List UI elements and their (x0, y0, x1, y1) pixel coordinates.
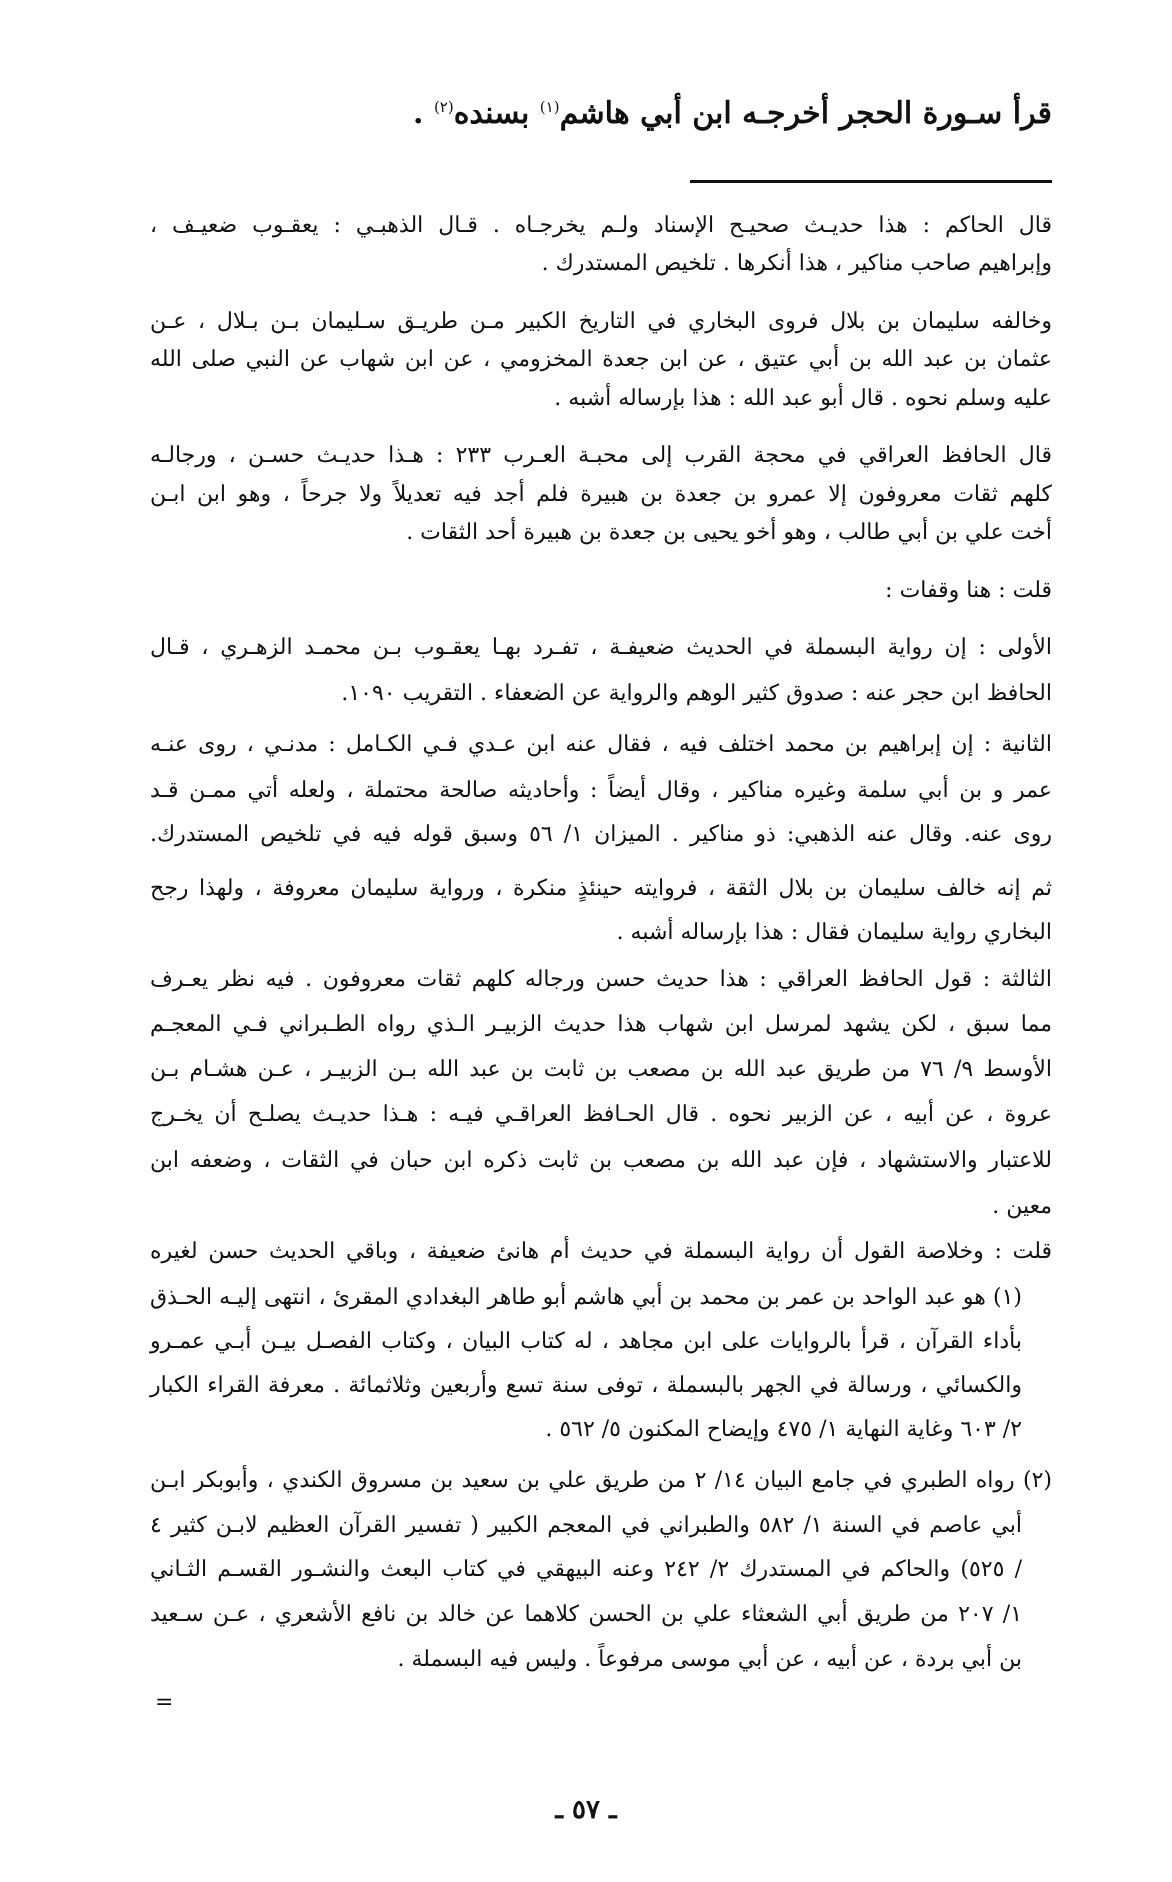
page-number: ـ ٥٧ ـ (555, 1795, 617, 1825)
footnote-line: بأداء القرآن ، قرأ بالروايات على ابن مجاهد ، له كتاب البيان ، وكتاب الفصـل بيـن أبـي عمـرو (150, 1329, 1022, 1354)
footnote-marker: (١) (992, 1285, 1022, 1310)
body-line: ثم إنه خالف سليمان بن بلال الثقة ، فروايته حينئذٍ منكرة ، ورواية سليمان معروفة ، ولهذا رجح (150, 876, 1052, 901)
body-line: روى عنه. وقال عنه الذهبي: ذو مناكير . الميزان ١/ ٥٦ وسبق قوله فيه في تلخيص المستدرك. (150, 822, 1053, 847)
footnote-separator (690, 180, 1052, 183)
body-line: قلت : هنا وقفات : (885, 578, 1052, 603)
footnote-marker: (٢) (1022, 1468, 1052, 1493)
body-line: للاعتبار والاستشهاد ، فإن عبد الله بن مصعب بن ثابت ذكره ابن حبان في الثقات ، وضعفه ابن (150, 1148, 1052, 1173)
body-line: وخالفه سليمان بن بلال فروى البخاري في التاريخ الكبير مـن طريـق سـليمان بـن بـلال ، عـن (150, 309, 1052, 334)
body-line: وإبراهيم صاحب مناكير ، هذا أنكرها . تلخيص المستدرك . (541, 251, 1052, 276)
footnote-line (150, 1463, 1052, 1499)
body-line: الأوسط ٩/ ٧٦ من طريق عبد الله بن مصعب بن ثابت بن عبد الله بـن الزبيـر ، عـن هشـام بـن (150, 1057, 1052, 1082)
body-line: الثالثة : قول الحافظ العراقي : هذا حديث حسن ورجاله كلهم ثقات معروفون . فيه نظر يعـرف (150, 967, 1052, 992)
body-line: عليه وسلم نحوه . قال أبو عبد الله : هذا بإرساله أشبه . (554, 386, 1052, 411)
body-line: قال الحافظ العراقي في محجة القرب إلى محبـة العـرب ٢٣٣ : هـذا حديـث حسـن ، ورجالـه (150, 443, 1052, 468)
page-heading (413, 96, 1052, 131)
body-line: عروة ، عن أبيه ، عن الزبير نحوه . قال الحـافظ العراقـي فيـه : هـذا حديـث يصلـح أن يخـرج (150, 1102, 1052, 1127)
body-line: معين . (992, 1194, 1052, 1219)
heading-text-2: بسنده (453, 96, 540, 131)
footnote-line (150, 1280, 1022, 1316)
body-line: عثمان بن عبد الله بن أبي عتيق ، عن ابن جعدة المخزومي ، عن ابن شهاب عن النبي صلى الله (150, 347, 1052, 372)
footnote-line: ٢/ ٦٠٣ وغاية النهاية ١/ ٤٧٥ وإيضاح المكنون ٥/ ٥٦٢ . (545, 1417, 1022, 1442)
continuation-mark: = (155, 1690, 174, 1715)
body-line: الثانية : إن إبراهيم بن محمد اختلف فيه ، فقال عنه ابن عـدي فـي الكـامل : مدنـي ، روى عنـه (150, 732, 1052, 757)
footnote-line: ١/ ٢٠٧ من طريق أبي الشعثاء علي بن الحسن كلاهما عن خالد بن نافع الأشعري ، عـن سـعيد (150, 1602, 1023, 1627)
body-line: أخت علي بن أبي طالب ، وهو أخو يحيى بن جعدة بن هبيرة أحد الثقات . (406, 520, 1052, 545)
body-line: قال الحاكم : هذا حديـث صحيـح الإسناد ولـم يخرجـاه . قـال الذهبـي : يعقـوب ضعيـف ، (150, 213, 1052, 238)
body-line: البخاري رواية سليمان فقال : هذا بإرساله أشبه . (616, 920, 1052, 945)
footnote-text: هو عبد الواحد بن عمر بن محمد بن أبي هاشم أبو طاهر البغدادي المقرئ ، انتهى إليـه الحـذق (150, 1285, 986, 1310)
body-line: مما سبق ، لكن يشهد لمرسل ابن شهاب هذا حديث الزبيـر الـذي رواه الطـبراني فـي المعجـم (150, 1012, 1052, 1037)
heading-text: قرأ سـورة الحجر أخرجـه ابن أبي هاشم (559, 96, 1052, 131)
footnote-line: / ٥٢٥) والحاكم في المستدرك ٢/ ٢٤٢ وعنه البيهقي في كتاب البعث والنشـور القسـم الثـاني (150, 1557, 1022, 1582)
footnote-ref-1[interactable]: (١) (539, 98, 560, 116)
body-line: قلت : وخلاصة القول أن رواية البسملة في حديث أم هانئ ضعيفة ، وباقي الحديث حسن لغيره (150, 1239, 1052, 1264)
footnote-line: والكسائي ، ورسالة في الجهر بالبسملة ، توفى سنة تسع وأربعين وثلاثمائة . معرفة القراء الكبار (150, 1373, 1022, 1398)
footnote-text: رواه الطبري في جامع البيان ١٤/ ٢ من طريق علي بن سعيد بن مسروق الكندي ، وأبوبكر ابـن (150, 1468, 1015, 1493)
footnote-line: بن أبي بردة ، عن أبيه ، عن أبي موسى مرفوعاً . وليس فيه البسملة . (397, 1647, 1022, 1672)
body-line: الحافظ ابن حجر عنه : صدوق كثير الوهم والرواية عن الضعفاء . التقريب ١٠٩٠. (341, 681, 1052, 706)
heading-end: . (413, 96, 434, 131)
footnote-line: أبي عاصم في السنة ١/ ٥٨٢ والطبراني في المعجم الكبير ( تفسير القرآن العظيم لابـن كثير ٤ (150, 1513, 1022, 1538)
body-line: الأولى : إن رواية البسملة في الحديث ضعيفـة ، تفـرد بهـا يعقـوب بـن محمـد الزهـري ، قـال (150, 635, 1052, 660)
footnote-ref-2[interactable]: (٢) (433, 98, 454, 116)
body-line: كلهم ثقات معروفون إلا عمرو بن جعدة بن هبيرة فلم أجد فيه تعديلاً ولا جرحاً ، وهو ابن ابـن (150, 482, 1052, 507)
body-line: عمر و بن أبي سلمة وغيره مناكير ، وقال أيضاً : وأحاديثه صالحة محتملة ، ولعله أتي ممـن قـد (150, 778, 1052, 803)
